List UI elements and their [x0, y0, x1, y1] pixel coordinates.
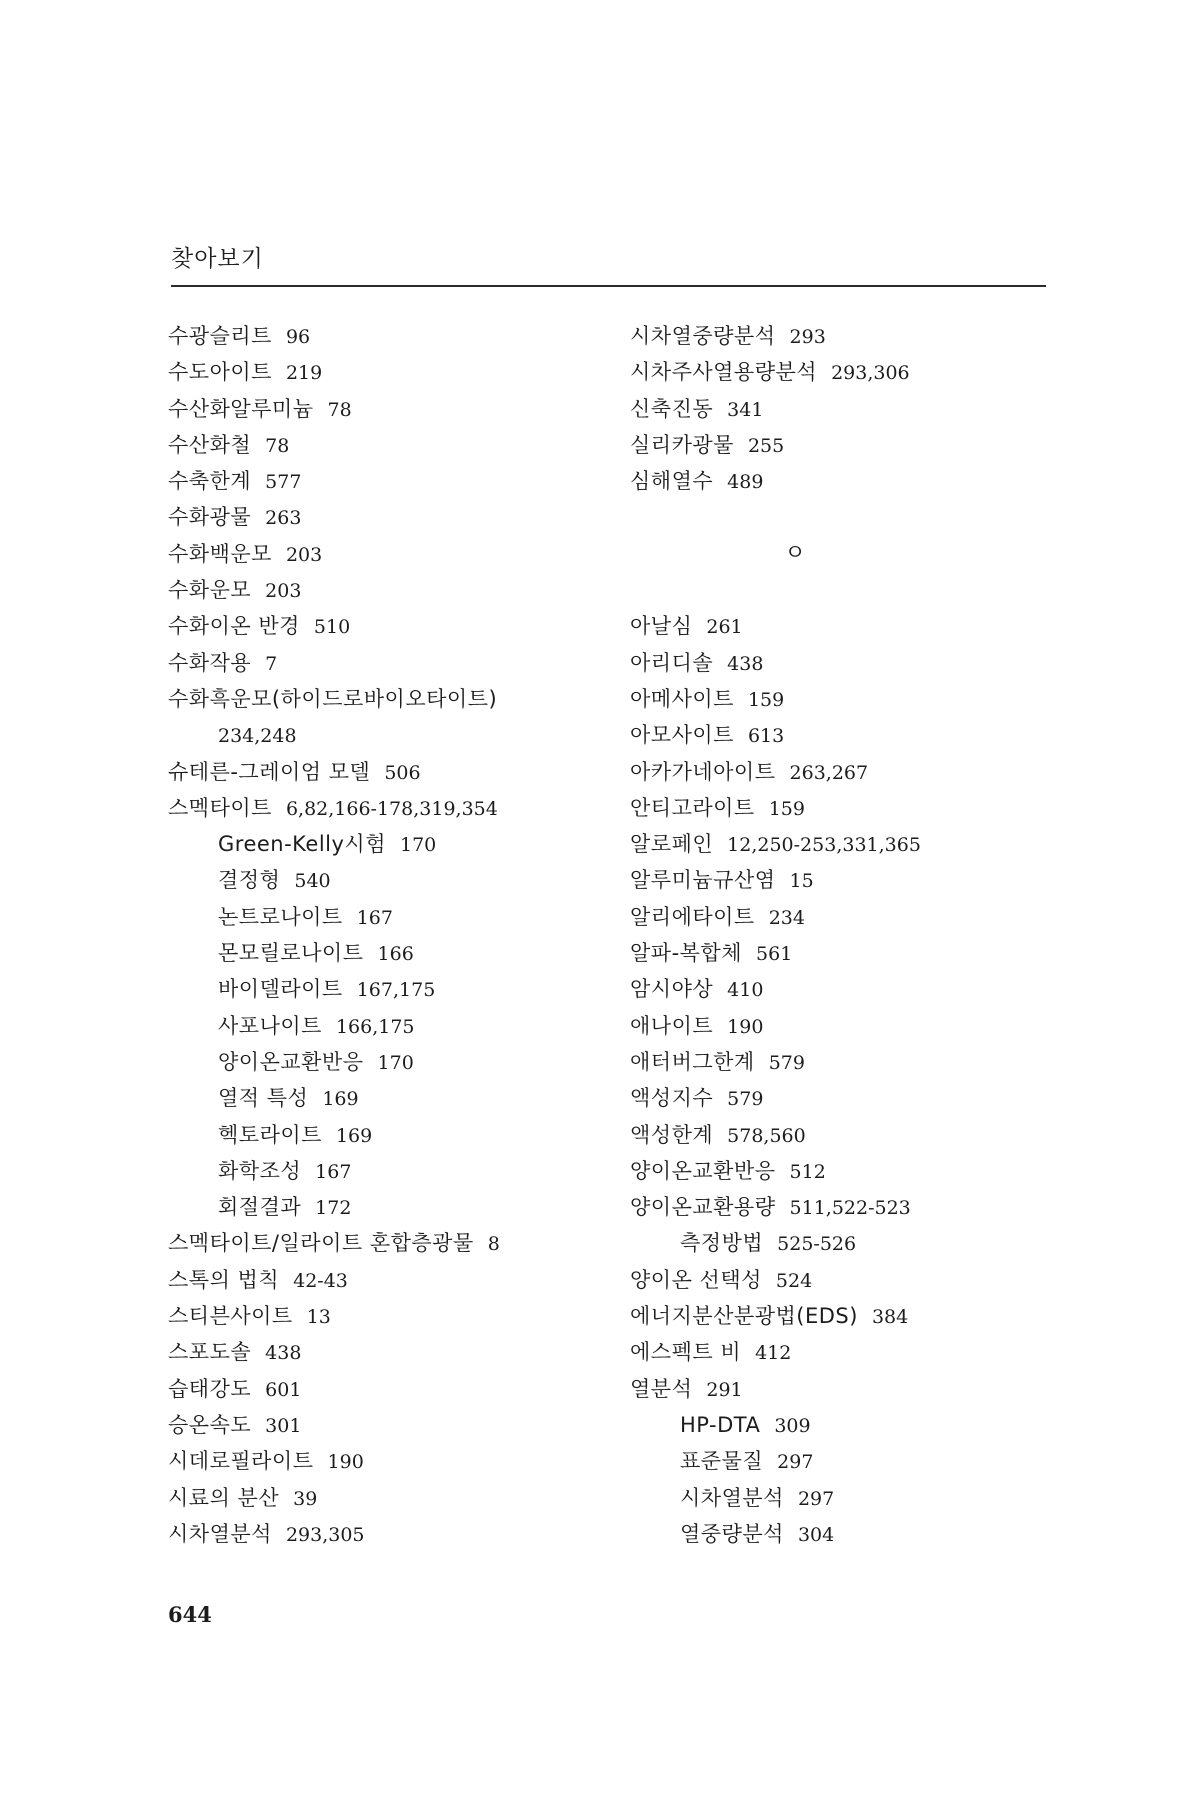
index-entry	[168, 717, 608, 753]
index-pages: 301	[265, 1414, 302, 1437]
index-pages: 524	[775, 1269, 813, 1292]
index-pages: 169	[322, 1088, 359, 1111]
index-pages: 510	[313, 616, 351, 639]
index-term: 심해열수	[630, 469, 714, 494]
index-entry	[168, 608, 608, 644]
index-term: 시차열중량분석	[630, 324, 776, 348]
index-term: 시데로필라이트	[168, 1449, 314, 1474]
page-title: 찾아보기	[171, 246, 264, 272]
index-pages: 219	[285, 362, 323, 385]
index-term: 헥토라이트	[218, 1122, 322, 1147]
index-term: 수화작용	[168, 650, 252, 675]
index-entry	[168, 862, 608, 898]
index-pages: 263	[265, 507, 302, 530]
index-term: 수산화알루미늄	[168, 396, 314, 421]
index-term: 안티고라이트	[630, 795, 755, 820]
index-entry	[630, 1044, 1070, 1080]
index-entry	[630, 754, 1070, 790]
index-term: 스티븐사이트	[168, 1304, 293, 1329]
index-pages: 410	[727, 979, 764, 1002]
index-entry	[630, 1480, 1070, 1516]
index-entry	[630, 1371, 1070, 1407]
index-term: 양이온교환반응	[630, 1158, 776, 1183]
index-entry	[168, 790, 608, 826]
index-term: 슈테른-그레이엄 모델	[168, 759, 371, 784]
index-entry	[630, 862, 1070, 898]
index-term: 스톡의 법칙	[168, 1267, 280, 1292]
index-pages: 42-43	[293, 1269, 348, 1292]
index-entry	[630, 608, 1070, 644]
index-term: 화학조성	[218, 1158, 302, 1183]
index-pages: 613	[747, 725, 785, 748]
index-pages: 577	[265, 471, 302, 494]
index-term: 시차주사열용량분석	[630, 360, 818, 385]
index-pages: 190	[727, 1015, 764, 1038]
index-term: 액성한계	[630, 1122, 714, 1147]
index-term: 스포도솔	[168, 1340, 252, 1365]
index-pages: 304	[797, 1523, 835, 1546]
spacer	[630, 499, 1070, 535]
index-entry	[630, 971, 1070, 1007]
index-entry	[168, 572, 608, 608]
index-entry	[168, 1008, 608, 1044]
index-entry	[168, 1516, 608, 1552]
index-pages: 293	[789, 326, 826, 348]
index-term: 수축한계	[168, 469, 252, 494]
index-term: 액성지수	[630, 1086, 714, 1111]
index-term: 수광슬리트	[168, 324, 272, 348]
index-term: 습태강도	[168, 1376, 252, 1401]
index-pages: 512	[789, 1160, 826, 1183]
index-pages: 601	[265, 1378, 302, 1401]
index-term: 승온속도	[168, 1412, 252, 1437]
index-pages: 39	[293, 1487, 318, 1510]
index-term: 아카가네아이트	[630, 759, 776, 784]
index-entry	[168, 899, 608, 935]
index-entry	[168, 1480, 608, 1516]
index-entry	[630, 463, 1070, 499]
index-term: 에스펙트 비	[630, 1340, 742, 1365]
index-entry	[630, 790, 1070, 826]
index-pages: 78	[327, 398, 352, 421]
index-term: 알로페인	[630, 832, 714, 857]
index-pages: 8	[487, 1233, 500, 1256]
index-term: 스멕타이트	[168, 795, 272, 820]
index-entry	[168, 1371, 608, 1407]
index-pages: 167	[315, 1160, 352, 1183]
index-term: 몬모릴로나이트	[218, 941, 364, 966]
index-term: 알리에타이트	[630, 904, 755, 929]
index-column-right	[630, 318, 1070, 1552]
index-term: 수화백운모	[168, 541, 272, 566]
index-pages: 234	[768, 906, 805, 929]
index-term: 암시야상	[630, 977, 714, 1002]
page-header	[171, 240, 1046, 287]
index-term: 열적 특성	[218, 1086, 309, 1111]
index-entry	[168, 826, 608, 862]
index-pages: 579	[727, 1088, 764, 1111]
index-term: 스멕타이트/일라이트 혼합층광물	[168, 1231, 474, 1256]
index-group-ieung	[630, 608, 1070, 1552]
section-letter: ㅇ	[784, 540, 806, 566]
index-entry	[168, 318, 608, 354]
index-column-left	[168, 318, 608, 1552]
index-entry	[630, 1117, 1070, 1153]
index-term: 신축진동	[630, 396, 714, 421]
index-term: 열분석	[630, 1376, 693, 1401]
index-pages: 12,250-253,331,365	[727, 834, 921, 857]
index-entry	[630, 318, 1070, 354]
index-entry	[168, 427, 608, 463]
index-term: 알루미늄규산염	[630, 868, 776, 893]
index-entry	[168, 1225, 608, 1261]
index-pages: 167,175	[356, 979, 436, 1002]
index-pages: 170	[377, 1051, 414, 1074]
index-term: 측정방법	[680, 1231, 764, 1256]
index-group-s-continued	[630, 318, 1070, 499]
index-term: 수화이온 반경	[168, 614, 300, 639]
index-pages: 261	[706, 616, 743, 639]
index-pages: 234,248	[218, 725, 297, 748]
index-term: 수화흑운모(하이드로바이오타이트)	[168, 686, 498, 711]
index-term: 바이델라이트	[218, 977, 343, 1002]
index-pages: 159	[768, 797, 805, 820]
index-pages: 166	[377, 943, 414, 966]
index-pages: 506	[384, 761, 421, 784]
index-pages: 78	[265, 434, 290, 457]
index-pages: 203	[285, 543, 323, 566]
index-entry	[168, 1080, 608, 1116]
index-entry	[168, 645, 608, 681]
index-pages: 15	[789, 870, 814, 893]
index-entry	[168, 681, 608, 717]
index-pages: 341	[727, 398, 764, 421]
index-pages: 438	[265, 1342, 302, 1365]
index-entry	[168, 354, 608, 390]
index-term: 결정형	[218, 868, 281, 893]
index-entry	[630, 1407, 1070, 1443]
index-pages: 166,175	[335, 1015, 415, 1038]
page-number: 644	[168, 1602, 212, 1627]
index-pages: 525-526	[777, 1233, 857, 1256]
index-term: 시료의 분산	[168, 1485, 280, 1510]
index-entry	[630, 899, 1070, 935]
index-pages: 263,267	[789, 761, 869, 784]
index-entry	[630, 1189, 1070, 1225]
index-pages: 7	[265, 652, 278, 675]
index-pages: 169	[335, 1124, 373, 1147]
index-term: 애터버그한계	[630, 1049, 755, 1074]
index-pages: 438	[727, 652, 764, 675]
index-pages: 203	[265, 580, 302, 603]
index-term: 수산화철	[168, 432, 252, 457]
index-pages: 255	[747, 434, 785, 457]
index-term: 양이온교환반응	[218, 1049, 364, 1074]
index-term: 표준물질	[680, 1449, 764, 1474]
index-entry	[630, 1334, 1070, 1370]
index-entry	[168, 1153, 608, 1189]
index-term: 사포나이트	[218, 1013, 322, 1038]
index-entry	[630, 1298, 1070, 1334]
index-term: 알파-복합체	[630, 941, 743, 966]
index-term: 에너지분산분광법(EDS)	[630, 1304, 858, 1329]
index-entry	[168, 499, 608, 535]
index-term: 시차열분석	[680, 1485, 784, 1510]
index-entry	[630, 427, 1070, 463]
index-pages: 578,560	[727, 1124, 806, 1147]
index-entry	[168, 754, 608, 790]
index-term: 실리카광물	[630, 432, 734, 457]
index-entry	[168, 1262, 608, 1298]
index-entry	[630, 1262, 1070, 1298]
index-pages: 309	[774, 1414, 811, 1437]
index-entry	[630, 1225, 1070, 1261]
index-entry	[168, 1117, 608, 1153]
index-entry	[630, 717, 1070, 753]
index-pages: 293,305	[285, 1523, 365, 1546]
index-entry	[630, 1080, 1070, 1116]
index-term: 시차열분석	[168, 1521, 272, 1546]
index-term: 회절결과	[218, 1195, 302, 1220]
index-term: 열중량분석	[680, 1521, 784, 1546]
index-pages: 561	[756, 943, 793, 966]
index-entry	[168, 1443, 608, 1479]
index-pages: 13	[306, 1306, 331, 1329]
index-term: HP-DTA	[680, 1412, 761, 1437]
index-pages: 172	[315, 1197, 352, 1220]
index-entry	[630, 1443, 1070, 1479]
index-term: 아메사이트	[630, 686, 734, 711]
spacer	[630, 572, 1070, 608]
index-entry	[630, 645, 1070, 681]
index-entry	[630, 391, 1070, 427]
index-entry	[168, 391, 608, 427]
index-term: 애나이트	[630, 1013, 714, 1038]
index-pages: 167	[356, 906, 393, 929]
index-entry	[630, 681, 1070, 717]
index-term: 수화운모	[168, 578, 252, 603]
index-term: Green-Kelly시험	[218, 832, 386, 857]
index-pages: 96	[285, 326, 311, 348]
index-entry	[168, 1298, 608, 1334]
index-pages: 384	[871, 1306, 909, 1329]
index-pages: 579	[768, 1051, 805, 1074]
index-term: 논트로나이트	[218, 904, 343, 929]
index-pages: 190	[327, 1451, 364, 1474]
index-pages: 297	[797, 1487, 835, 1510]
index-term: 아리디솔	[630, 650, 714, 675]
index-pages: 6,82,166-178,319,354	[285, 797, 498, 820]
index-entry	[168, 971, 608, 1007]
index-pages: 297	[777, 1451, 814, 1474]
index-entry	[168, 935, 608, 971]
index-pages: 489	[727, 471, 764, 494]
index-entry	[630, 354, 1070, 390]
index-pages: 170	[400, 834, 437, 857]
index-entry	[630, 1008, 1070, 1044]
index-entry	[168, 1189, 608, 1225]
index-pages: 293,306	[831, 362, 910, 385]
index-term: 수화광물	[168, 505, 252, 530]
index-entry	[168, 1334, 608, 1370]
index-term: 아모사이트	[630, 723, 734, 748]
index-pages: 412	[755, 1342, 792, 1365]
index-term: 수도아이트	[168, 360, 272, 385]
index-entry	[630, 935, 1070, 971]
index-pages: 511,522-523	[789, 1197, 911, 1220]
index-term: 아날심	[630, 614, 693, 639]
index-pages: 291	[706, 1378, 743, 1401]
index-pages: 159	[747, 688, 785, 711]
index-entry	[630, 1153, 1070, 1189]
index-entry	[168, 463, 608, 499]
index-entry	[630, 1516, 1070, 1552]
index-entry	[168, 1044, 608, 1080]
index-term: 양이온교환용량	[630, 1195, 776, 1220]
index-pages: 540	[294, 870, 331, 893]
index-entry	[168, 536, 608, 572]
index-entry	[168, 1407, 608, 1443]
index-entry	[630, 826, 1070, 862]
index-term: 양이온 선택성	[630, 1267, 762, 1292]
